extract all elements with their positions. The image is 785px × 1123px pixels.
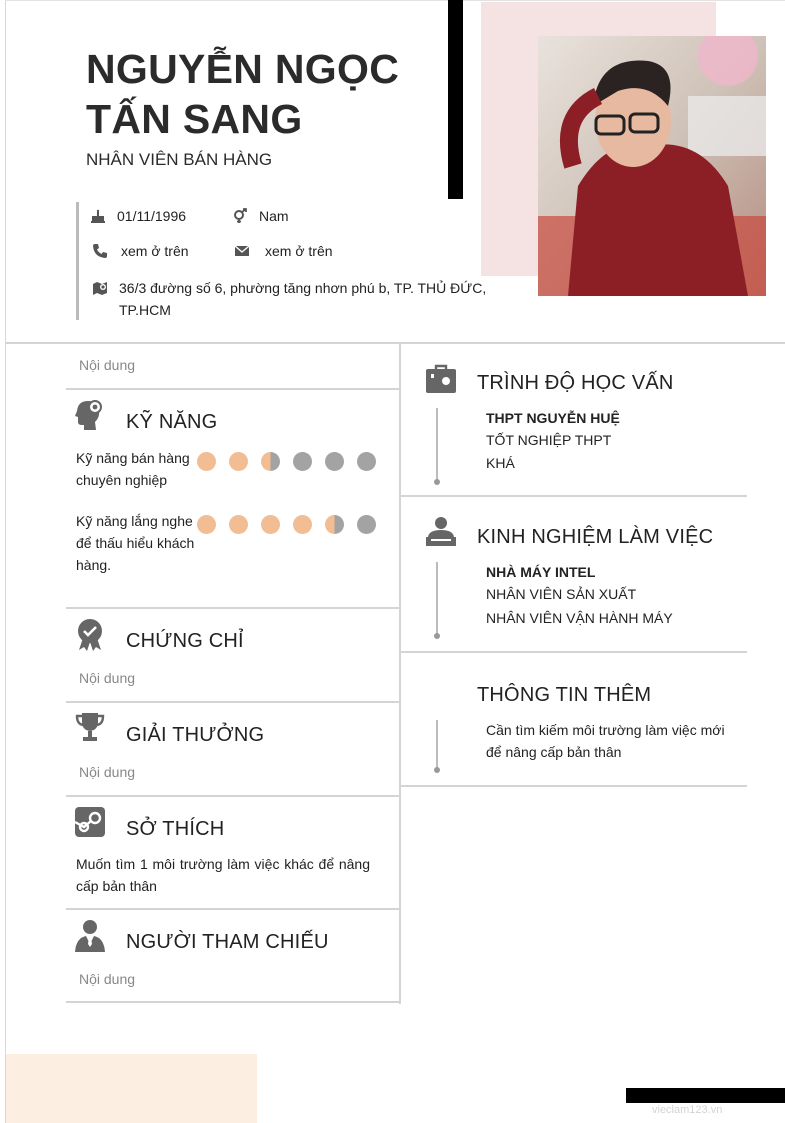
- rating-dot: [293, 515, 312, 534]
- objective-placeholder: Nội dung: [79, 357, 136, 373]
- certificate-badge-icon: [74, 618, 106, 652]
- rating-dot: [197, 452, 216, 471]
- briefcase-icon: [425, 362, 457, 396]
- hobbies-title: SỞ THÍCH: [126, 818, 225, 840]
- info-email: xem ở trên: [233, 243, 333, 259]
- decorative-peach-block: [6, 1054, 257, 1123]
- info-address: 36/3 đường số 6, phường tăng nhơn phú b, TP. THỦ ĐỨC, TP.HCM: [91, 277, 491, 321]
- mail-icon: [233, 243, 251, 259]
- timeline-line: [436, 562, 438, 636]
- section-divider: [66, 388, 400, 390]
- timeline-line: [436, 720, 438, 770]
- experience-position: NHÂN VIÊN SẢN XUẤT: [486, 586, 637, 602]
- section-divider: [66, 701, 400, 703]
- skill-rating: [197, 515, 376, 534]
- trophy-icon: [74, 710, 106, 744]
- skill-label: Kỹ năng bán hàng chuyên nghiệp: [76, 450, 190, 488]
- section-divider: [66, 607, 400, 609]
- rating-dot: [325, 515, 344, 534]
- certificates-placeholder: Nội dung: [79, 670, 136, 686]
- decorative-bar-vertical: [448, 0, 463, 199]
- skills-title: KỸ NĂNG: [126, 411, 218, 433]
- info-birthday: 01/11/1996: [89, 208, 186, 224]
- rating-dot: [325, 452, 344, 471]
- references-title: NGƯỜI THAM CHIẾU: [126, 931, 329, 953]
- section-divider: [66, 795, 400, 797]
- rating-dot: [197, 515, 216, 534]
- info-gender: Nam: [231, 208, 289, 224]
- rating-dot: [293, 452, 312, 471]
- section-divider: [401, 651, 747, 653]
- candidate-name: NGUYỄN NGỌC TẤN SANG: [86, 46, 400, 142]
- experience-company: NHÀ MÁY INTEL: [486, 564, 596, 580]
- rating-dot: [229, 452, 248, 471]
- gender-icon: [231, 208, 249, 224]
- rating-dot: [357, 452, 376, 471]
- cake-icon: [89, 208, 107, 224]
- info-phone: xem ở trên: [91, 243, 189, 259]
- steam-icon: [74, 805, 106, 839]
- header-divider: [6, 342, 785, 344]
- rating-dot: [261, 515, 280, 534]
- rating-dot: [229, 515, 248, 534]
- column-divider: [399, 344, 401, 1004]
- personal-info: [76, 202, 496, 320]
- education-school: THPT NGUYỄN HUỆ: [486, 410, 620, 426]
- rating-dot: [261, 452, 280, 471]
- education-title: TRÌNH ĐỘ HỌC VẤN: [477, 372, 674, 394]
- experience-title: KINH NGHIỆM LÀM VIỆC: [477, 526, 714, 548]
- decorative-bar-horizontal: [626, 1088, 785, 1103]
- hobbies-text: Muốn tìm 1 môi trường làm việc khác để nâng cấp bản thân: [76, 856, 370, 894]
- job-title: NHÂN VIÊN BÁN HÀNG: [86, 150, 273, 169]
- certificates-title: CHỨNG CHỈ: [126, 630, 244, 652]
- rating-dot: [357, 515, 376, 534]
- worker-icon: [425, 515, 457, 549]
- profile-photo: [538, 36, 766, 296]
- skill-label: Kỹ năng lắng nghe để thấu hiểu khách hàng.: [76, 513, 195, 573]
- additional-info-title: THÔNG TIN THÊM: [477, 684, 652, 706]
- awards-title: GIẢI THƯỞNG: [126, 724, 265, 746]
- person-icon: [74, 918, 106, 952]
- section-divider: [66, 908, 400, 910]
- timeline-line: [436, 408, 438, 482]
- section-divider: [401, 785, 747, 787]
- references-placeholder: Nội dung: [79, 971, 136, 987]
- experience-detail: NHÂN VIÊN VẬN HÀNH MÁY: [486, 610, 673, 626]
- section-divider: [66, 1001, 400, 1003]
- education-degree: TỐT NGHIỆP THPT: [486, 432, 612, 448]
- section-divider: [401, 495, 747, 497]
- map-pin-icon: [91, 280, 109, 296]
- watermark: vieclam123.vn: [652, 1104, 723, 1116]
- phone-icon: [91, 243, 109, 259]
- additional-info-text: Cần tìm kiếm môi trường làm việc mới để nâng cấp bản thân: [486, 722, 725, 760]
- skill-rating: [197, 452, 376, 471]
- awards-placeholder: Nội dung: [79, 764, 136, 780]
- education-grade: KHÁ: [486, 455, 515, 471]
- skills-head-icon: [74, 397, 106, 431]
